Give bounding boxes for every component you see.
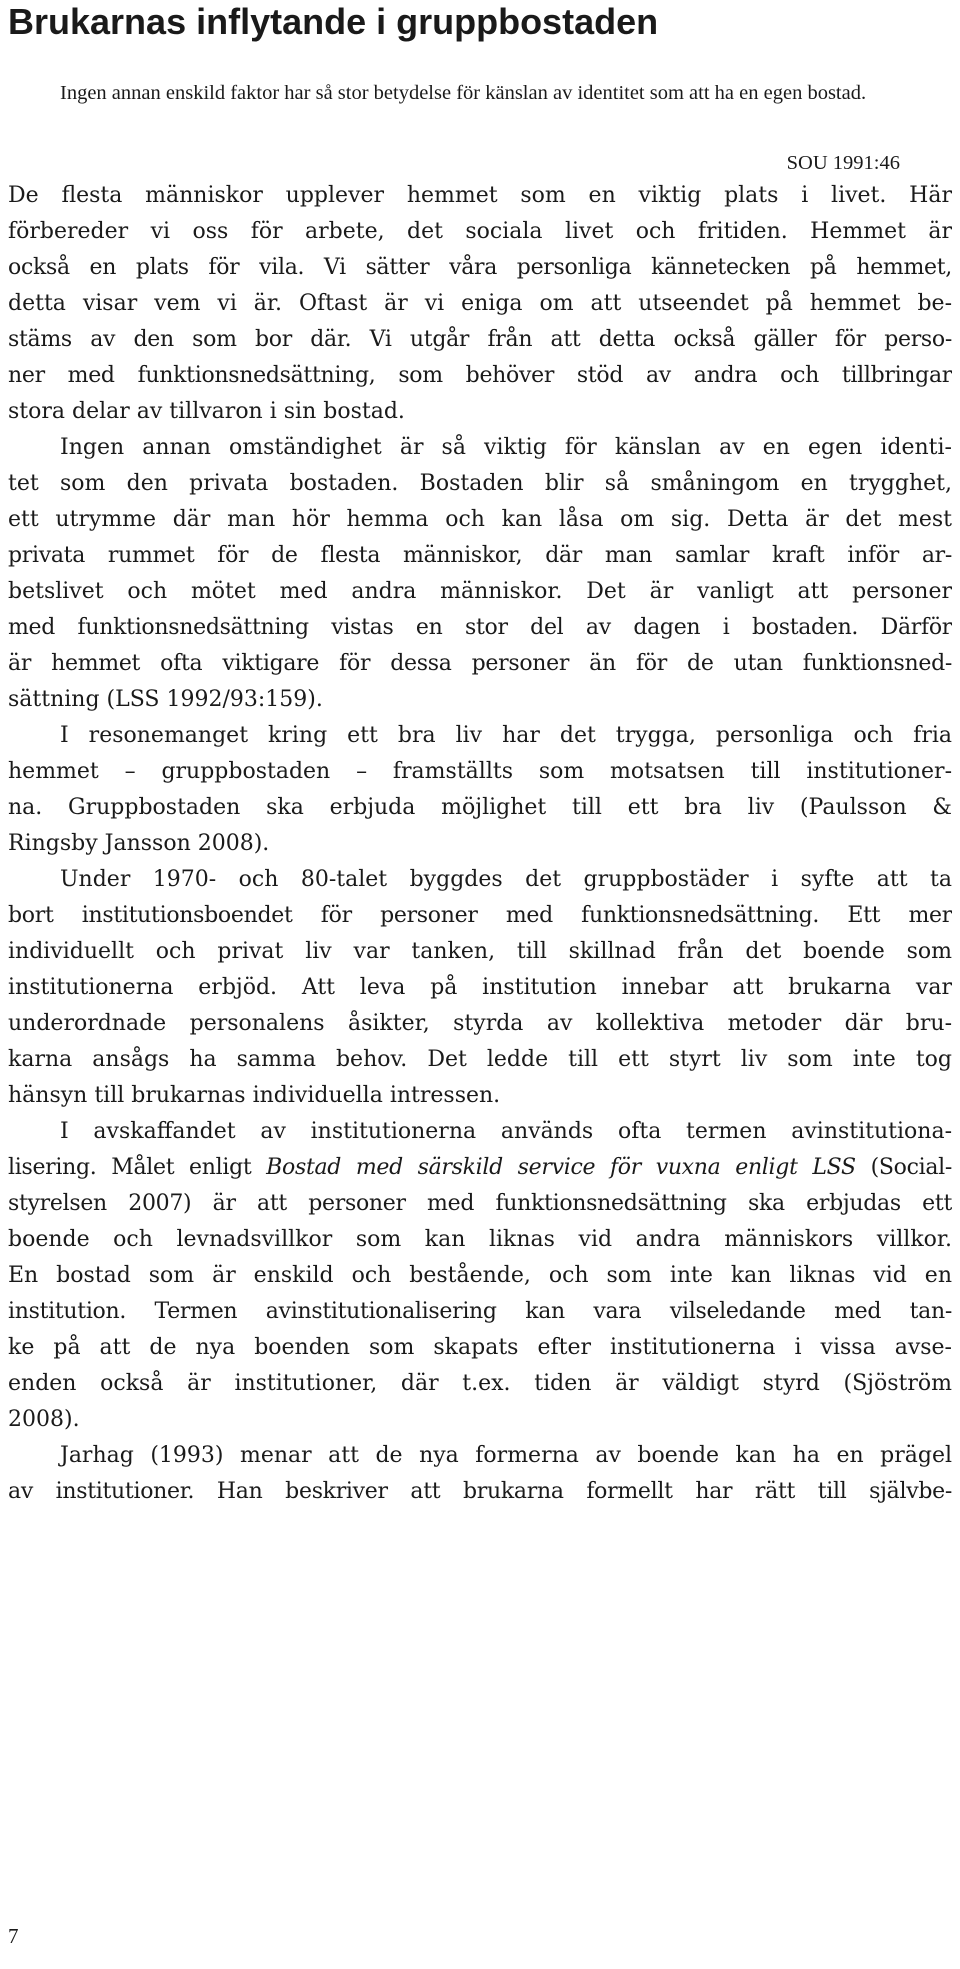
text-line: av institutioner. Han beskriver att brukarna formellt har rätt till självbe- bbox=[8, 1479, 952, 1504]
text-fragment: lisering. Målet enligt bbox=[8, 1155, 267, 1180]
text-line: tet som den privata bostaden. Bostaden blir så småningom en trygghet, bbox=[8, 471, 952, 496]
page-title: Brukarnas inflytande i gruppbostaden bbox=[8, 1, 659, 42]
text-line: ner med funktionsnedsättning, som behöver stöd av andra och tillbringar bbox=[8, 363, 952, 388]
text-line: styrelsen 2007) är att personer med funktionsnedsättning ska erbjudas ett bbox=[8, 1191, 952, 1216]
text-line: institution. Termen avinstitutionalisering kan vara vilseledande med tan- bbox=[8, 1299, 952, 1324]
text-line: bort institutionsboendet för personer med funktionsnedsättning. Ett mer bbox=[8, 903, 952, 928]
epigraph-quote: Ingen annan enskild faktor har så stor betydelse för känslan av identitet som att ha en egen bostad. bbox=[60, 82, 867, 104]
text-line: Under 1970- och 80-talet byggdes det gruppbostäder i syfte att ta bbox=[60, 867, 952, 892]
text-line: förbereder vi oss för arbete, det sociala livet och fritiden. Hemmet är bbox=[8, 219, 952, 244]
text-line: individuellt och privat liv var tanken, till skillnad från det boende som bbox=[8, 939, 952, 964]
text-line: karna ansågs ha samma behov. Det ledde till ett styrt liv som inte tog bbox=[8, 1047, 952, 1072]
text-line: underordnade personalens åsikter, styrda av kollektiva metoder där bru- bbox=[8, 1011, 952, 1036]
text-line: är hemmet ofta viktigare för dessa personer än för de utan funktionsned- bbox=[8, 651, 952, 676]
cited-title: Bostad med särskild service för vuxna enligt LSS bbox=[266, 1155, 856, 1180]
page-number: 7 bbox=[8, 1924, 19, 1948]
text-line: sättning (LSS 1992/93:159). bbox=[8, 687, 323, 712]
text-line: privata rummet för de flesta människor, där man samlar kraft inför ar- bbox=[8, 543, 952, 568]
text-line: Ingen annan omständighet är så viktig för känslan av en egen identi- bbox=[60, 435, 952, 460]
text-line: stäms av den som bor där. Vi utgår från att detta också gäller för perso- bbox=[8, 327, 952, 352]
text-line: boende och levnadsvillkor som kan liknas vid andra människors villkor. bbox=[8, 1227, 952, 1252]
text-line: De flesta människor upplever hemmet som en viktig plats i livet. Här bbox=[8, 183, 952, 208]
text-line: na. Gruppbostaden ska erbjuda möjlighet till ett bra liv (Paulsson & bbox=[8, 795, 952, 820]
text-line: 2008). bbox=[8, 1407, 80, 1432]
text-line: Jarhag (1993) menar att de nya formerna av boende kan ha en prägel bbox=[60, 1443, 952, 1468]
text-line: detta visar vem vi är. Oftast är vi eniga om att utseendet på hemmet be- bbox=[8, 291, 952, 316]
text-line: stora delar av tillvaron i sin bostad. bbox=[8, 399, 405, 424]
text-line: enden också är institutioner, där t.ex. tiden är väldigt styrd (Sjöström bbox=[8, 1371, 952, 1396]
text-line: ett utrymme där man hör hemma och kan låsa om sig. Detta är det mest bbox=[8, 507, 952, 532]
text-line: med funktionsnedsättning vistas en stor del av dagen i bostaden. Därför bbox=[8, 615, 952, 640]
text-line: En bostad som är enskild och bestående, och som inte kan liknas vid en bbox=[8, 1263, 952, 1288]
text-line: hänsyn till brukarnas individuella intressen. bbox=[8, 1083, 501, 1108]
text-line: hemmet – gruppbostaden – framställts som motsatsen till institutioner- bbox=[8, 759, 952, 784]
text-line: ke på att de nya boenden som skapats efter institutionerna i vissa avse- bbox=[8, 1335, 952, 1360]
text-fragment: (Social- bbox=[855, 1155, 952, 1180]
text-line: också en plats för vila. Vi sätter våra personliga kännetecken på hemmet, bbox=[8, 255, 952, 280]
epigraph-source: SOU 1991:46 bbox=[786, 152, 900, 174]
text-line-with-title bbox=[8, 1150, 952, 1186]
text-line: I avskaffandet av institutionerna används ofta termen avinstitutiona- bbox=[60, 1119, 952, 1144]
text-line: Ringsby Jansson 2008). bbox=[8, 831, 270, 856]
text-line: institutionerna erbjöd. Att leva på institution innebar att brukarna var bbox=[8, 975, 952, 1000]
text-line: I resonemanget kring ett bra liv har det trygga, personliga och fria bbox=[60, 723, 952, 748]
text-line: betslivet och mötet med andra människor. Det är vanligt att personer bbox=[8, 579, 952, 604]
